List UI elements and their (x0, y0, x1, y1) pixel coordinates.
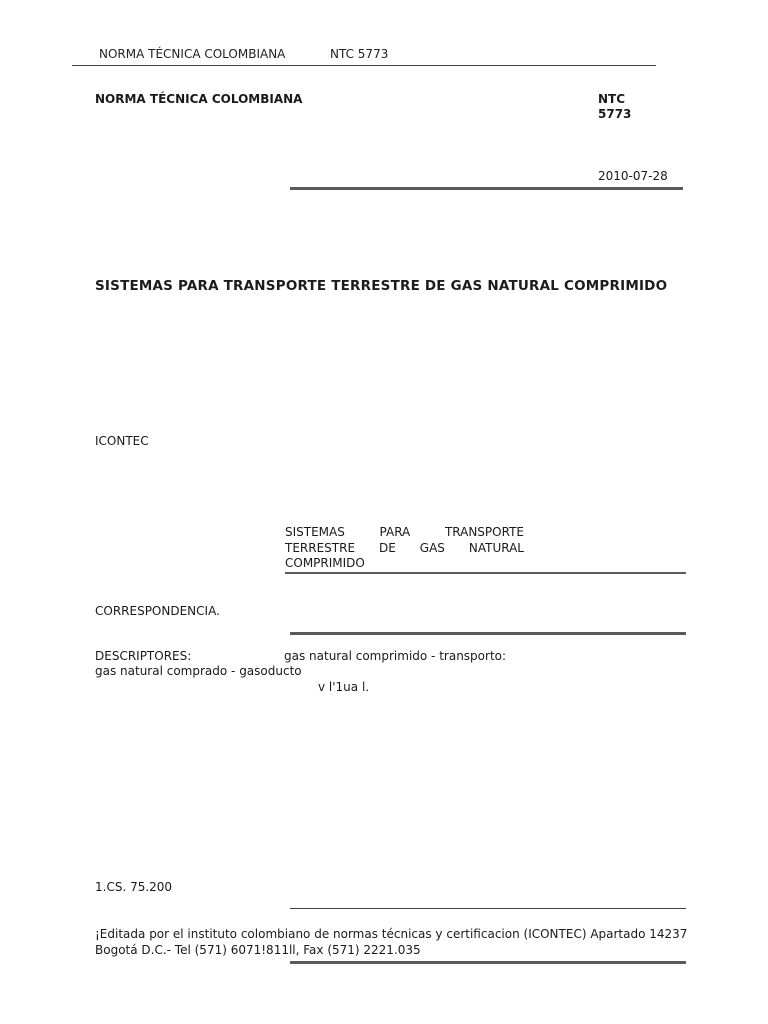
masthead-date: 2010-07-28 (598, 169, 668, 183)
document-title: SISTEMAS PARA TRANSPORTE TERRESTRE DE GAS NATURAL COMPRIMIDO (95, 278, 668, 294)
publisher-label: ICONTEC (95, 434, 149, 448)
descriptores-label: DESCRIPTORES: (95, 649, 192, 663)
subtitle-word: SISTEMAS (285, 525, 345, 539)
footer-rule (290, 961, 686, 964)
subtitle-word: DE (379, 540, 396, 555)
descriptores-value-line1: gas natural comprimido - transporto: (284, 649, 507, 663)
subtitle-word: PARA (379, 525, 411, 539)
running-header-title: NORMA TÉCNICA COLOMBIANA (99, 47, 286, 61)
subtitle-word: TRANSPORTE (444, 525, 524, 539)
masthead-code-line1: NTC (598, 92, 626, 106)
subtitle-word: GAS (419, 540, 445, 555)
running-header-code: NTC 5773 (330, 47, 389, 61)
subtitle-word: TERRESTRE (285, 540, 356, 555)
descriptores-value-line2: gas natural comprado - gasoducto (95, 664, 302, 678)
masthead-title: NORMA TÉCNICA COLOMBIANA (95, 92, 303, 106)
correspondencia-label: CORRESPONDENCIA. (95, 604, 220, 618)
ics-code: 1.CS. 75.200 (95, 880, 173, 894)
footer-line2: Bogotá D.C.- Tel (571) 6071!811ll, Fax (571) 2221.035 (95, 943, 421, 957)
subtitle-rule (285, 572, 686, 574)
subtitle-word: NATURAL (468, 540, 524, 555)
subtitle-line-2 (285, 541, 524, 557)
header-rule (72, 65, 656, 66)
masthead-rule (290, 187, 683, 190)
subtitle-line-1 (285, 525, 524, 541)
footer-line1: ¡Editada por el instituto colombiano de normas técnicas y certificacion (ICONTEC) Apartado 14237 (95, 927, 688, 941)
subtitle-block (285, 525, 524, 572)
masthead-code-line2: 5773 (598, 107, 632, 121)
subtitle-line-3: COMPRIMIDO (285, 556, 365, 570)
correspondencia-rule (290, 632, 686, 635)
descriptores-value-line3: v l'1ua l. (318, 680, 370, 694)
ics-rule (290, 908, 686, 909)
